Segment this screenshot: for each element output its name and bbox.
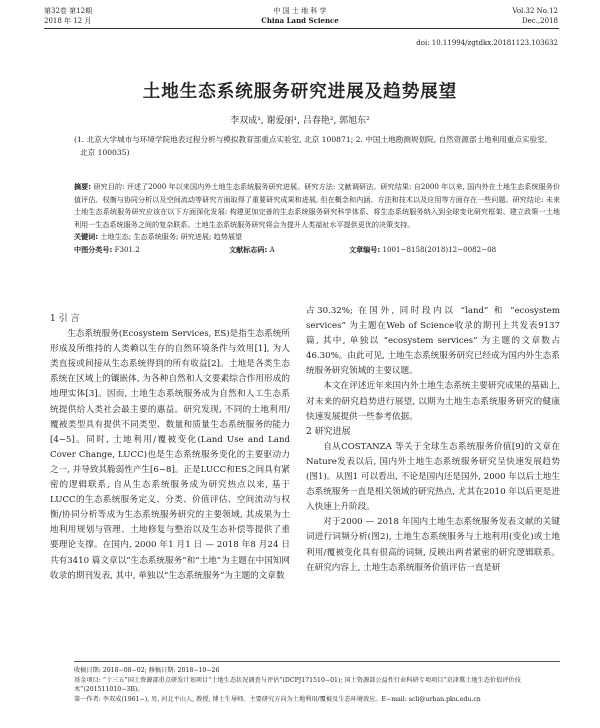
affiliation: (1. 北京大学城市与环境学院地表过程分析与模拟教育部重点实验室, 北京 100871; 2. 中国土地勘测规划院, 自然资源部土地利用重点实验室, 北京 100035)	[74, 135, 548, 157]
right-paragraph-1: 占30.32%; 在国外, 同时段内以 “land” 和 “ecosystem services” 为主题在Web of Science收录的期刊上共发表9137篇, 其中, 单独以 “ecosystem services” 为主题的文章数占46.30%。由此可见, 土地生态系统服务研究已经成为国内外生态系统服务研究领域的主要议题。	[306, 306, 560, 377]
journal-title-cn: 中 国 土 地 科 学	[273, 7, 327, 15]
doi: doi: 10.11994/zgtdkx.20181123.103632	[416, 39, 558, 47]
footnotes	[74, 666, 560, 704]
issue-date-en: Dec.,2018	[522, 17, 558, 25]
footnote-received: 收稿日期: 2018−08−02; 修稿日期: 2018−10−26	[74, 667, 220, 674]
doc-code: A	[269, 244, 275, 254]
classification-row	[74, 244, 560, 257]
volume-label-en: Vol.32 No.12	[512, 7, 558, 15]
authors: 李双成¹, 谢爱丽¹, 吕春艳², 郭旭东²	[230, 116, 370, 126]
abstract-label: 摘要:	[74, 182, 92, 191]
journal-title-en: China Land Science	[261, 16, 339, 25]
keywords-label: 关键词:	[74, 232, 99, 242]
right-paragraph-4: 对于2000 — 2018 年国内土地生态系统服务发表文献的关键词进行词频分析(图2), 土地生态系统服务与土地利用(变化)或土地利用/覆被变化具有很高的词频, 反映出两者紧密的研究逻辑联系。在研究内容上, 土地生态系统服务价值评估一直是研	[306, 517, 560, 573]
right-paragraph-2: 本文在评述近年来国内外土地生态系统主要研究成果的基础上, 对未来的研究趋势进行展望, 以期为土地生态系统服务研究的健康快速发展提供一些参考依据。	[306, 381, 560, 422]
article-no-label: 文章编号:	[349, 244, 381, 254]
doc-code-label: 文献标志码:	[229, 244, 268, 254]
paper-title: 土地生态系统服务研究进展及趋势展望	[142, 82, 458, 102]
clc-label: 中图分类号:	[74, 244, 113, 254]
clc-code: F301.2	[114, 244, 140, 254]
volume-label: 第32卷 第12期	[44, 7, 93, 15]
section-2-title: 2 研究进展	[306, 426, 351, 437]
abstract-block	[74, 181, 560, 257]
right-paragraph-3: 自从COSTANZA 等关于全球生态系统服务价值[9]的文章在Nature发表以后, 国内外土地生态系统服务研究呈快速发展趋势(图1)。从图1 可以看出, 不论是国内还是国外, 2000 年以后土地生态系统服务一直是相关领域的研究热点, 尤其在2010 年以后更是进入快速上升阶段。	[306, 441, 560, 513]
abstract-text: 研究目的: 评述了2000 年以来国内外土地生态系统服务研究进展。研究方法: 文献调研法。研究结果: 自2000 年以来, 国内外在土地生态系统服务价值评估、权衡与协同分析以及空间流动等研究方面取得了重要研究成果和进展, 但在概念和内涵、方法和技术以及应用等方面存在一些问题。研究结论: 未来土地生态系统服务研究应该在以下方面深化发展: 构建更加完善的生态系统服务研究科学体系、将生态系统服务纳入到全球变化研究框架、建立政策一土地利用一生态系统服务之间的复杂联系。土地生态系统服务研究将会为提升人类福祉水平提供更优的决策支持。	[74, 182, 560, 229]
footnote-author: 第一作者: 李双成(1961−), 男, 河北平山人, 教授, 博士生导师。主要研究方向为土地利用/覆被及生态环境效应。E−mail: scli@urban.pku.edu.cn	[74, 695, 481, 703]
section-1-title: 1 引 言	[50, 314, 80, 324]
right-column	[306, 304, 560, 576]
article-no: 1001−8158(2018)12−0082−08	[382, 244, 497, 254]
footnote-funding: 基金项目: “十三五”国土资源部重点研发计划项目“土地生态状况调查与评估”(DCPJ171510−01); 国土资源部公益性行业科研专项项目“京津冀土地生态价值评价技术”(201511010−3B)。	[74, 676, 521, 694]
intro-paragraph: 生态系统服务(Ecosystem Services, ES)是指生态系统所形成及所维持的人类赖以生存的自然环境条件与效用[1], 为人类直接或间接从生态系统得到的所有收益[2]。土地是各类生态系统在区域上的镶嵌体, 为各种自然和人文要素综合作用形成的地理实体[3]。因而, 土地生态系统服务成为自然和人工生态系统提供给人类社会最主要的惠益。研究发现, 不同的土地利用/覆被类型具有提供不同类型、数量和质量生态系统服务的能力[4−5]。同时, 土地利用/覆被变化(Land Use and Land Cover Change, LUCC)也是生态系统服务变化的主要驱动力之一, 并导致其脆弱性产生[6−8]。正是LUCC和ES之间具有紧密的逻辑联系, 自从生态系统服务成为研究热点以来, 基于LUCC的生态系统服务定义、分类、价值评估、空间流动与权衡/协同分析等成为生态系统服务研究的主要领域, 其成果为土地利用规划与管理、土地修复与整治以及生态补偿等提供了重要理论支撑。在国内, 2000 年1 月1 日 — 2018 年8 月24 日共有3410 篇文章以“生态系统服务”和“土地”为主题在中国知网收录的期刊发表, 其中, 单独以“生态系统服务”为主题的文章数	[50, 329, 290, 581]
keywords: 土地生态; 生态系统服务; 研究进展; 趋势展望	[100, 232, 243, 242]
issue-date-label: 2018 年 12 月	[44, 17, 92, 25]
header-rule	[44, 28, 559, 29]
left-column	[50, 312, 290, 584]
footnote-rule	[74, 661, 560, 662]
